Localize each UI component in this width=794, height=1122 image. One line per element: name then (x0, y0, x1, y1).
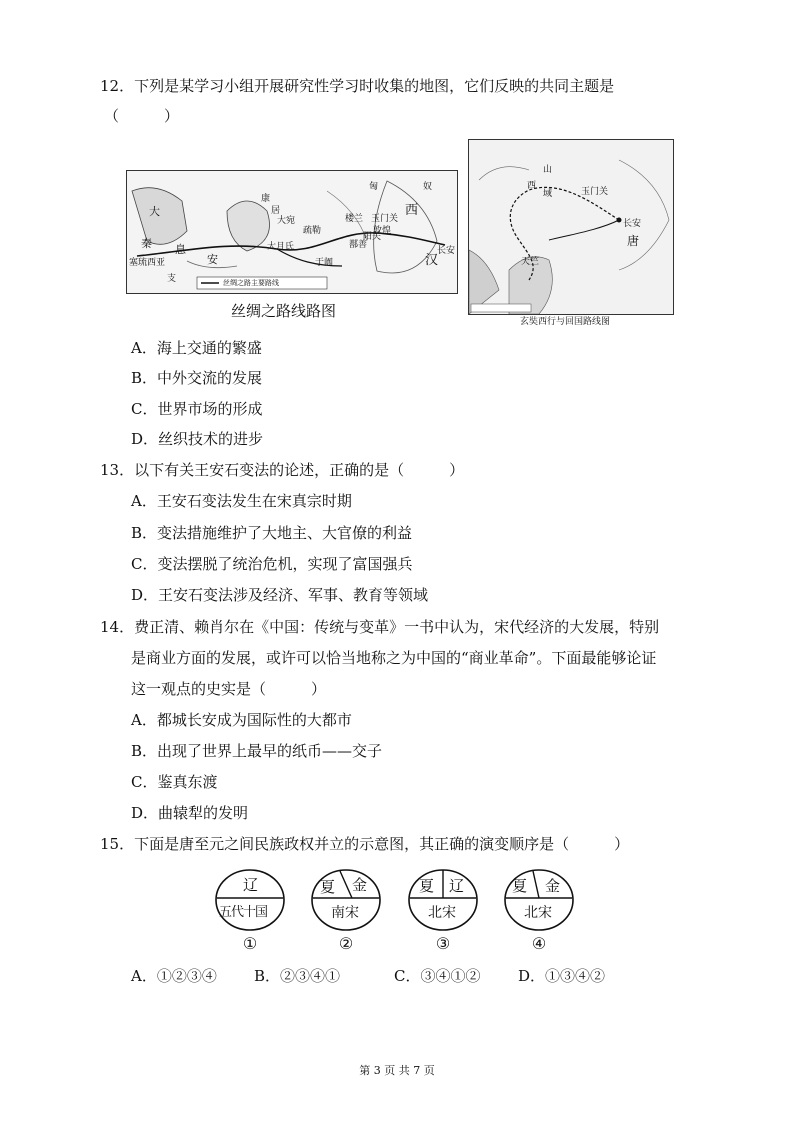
q15-option-c[interactable]: C．③④①② (394, 967, 481, 985)
map1-label-xi2: 息 (175, 243, 186, 256)
map2-label-tang: 唐 (627, 234, 640, 248)
map1-label-yangguan: 阳关 (363, 232, 382, 242)
q13-stem: 13．以下有关王安石变法的论述，正确的是（ ） (100, 461, 465, 479)
map2-label-shan: 山 (543, 165, 553, 175)
map2-label-xi: 西 (527, 181, 537, 191)
circle-3-bottom: 北宋 (428, 905, 456, 921)
regime-circle-1 (214, 868, 286, 956)
xuanzang-map-caption: 玄奘西行与回国路线图 (520, 317, 611, 327)
circle-3-shape (407, 868, 479, 932)
xuanzang-route-map (468, 139, 674, 315)
map1-label-yumenguan: 玉门关 (371, 214, 399, 224)
map2-label-yumenguan: 玉门关 (581, 187, 609, 197)
q13-option-a[interactable]: A．王安石变法发生在宋真宗时期 (131, 492, 352, 510)
circle-1-number: ① (242, 934, 258, 953)
q14-option-d[interactable]: D．曲辕犁的发明 (131, 804, 249, 822)
map1-label-an: 安 (207, 253, 218, 266)
circle-4-bottom: 北宋 (524, 905, 552, 921)
q13-option-c[interactable]: C．变法摆脱了统治危机，实现了富国强兵 (131, 555, 413, 573)
circle-4-top-left: 夏 (512, 877, 528, 895)
q14-stem-line2: 是商业方面的发展，或许可以恰当地称之为中国的“商业革命”。下面最能够论证 (131, 649, 657, 667)
circle-4-number: ④ (531, 934, 547, 953)
map1-label-shanshan: 鄯善 (349, 240, 368, 250)
map1-label-nu: 奴 (423, 182, 433, 192)
circle-1-bottom: 五代十国 (219, 905, 268, 920)
map1-label-dayuan: 大宛 (277, 216, 296, 226)
map1-label-yutian: 于阗 (315, 258, 334, 268)
silk-road-map-drawing (127, 171, 457, 293)
circle-4-top-right: 金 (545, 877, 561, 895)
circle-3-top-right: 辽 (449, 877, 465, 895)
circle-2-top-left: 夏 (320, 878, 336, 896)
q15-option-d[interactable]: D．①③④② (518, 967, 606, 985)
map1-label-da: 大 (149, 205, 160, 218)
regime-circle-3 (407, 868, 479, 956)
map1-label-xi: 西 (405, 203, 419, 218)
q14-option-a[interactable]: A．都城长安成为国际性的大都市 (131, 711, 352, 729)
circle-2-number: ② (338, 934, 354, 953)
circle-2-bottom: 南宋 (331, 905, 359, 921)
circle-1-top: 辽 (243, 876, 259, 894)
map1-label-ju: 居 (271, 206, 281, 216)
map1-label-loulan: 楼兰 (345, 214, 364, 224)
map1-label-dunhuang: 敦煌 (373, 226, 392, 236)
map1-legend: 丝绸之路主要路线 (223, 279, 279, 287)
map2-label-tianzhu: 天竺 (521, 257, 540, 267)
q12-stem-line1: 12．下列是某学习小组开展研究性学习时收集的地图，它们反映的共同主题是 (100, 77, 615, 95)
circle-2-top-right: 金 (352, 876, 368, 894)
map1-label-qin: 秦 (141, 237, 152, 250)
map1-label-xiong: 匈 (369, 182, 379, 192)
q15-option-a[interactable]: A．①②③④ (131, 967, 217, 985)
q14-stem-line3: 这一观点的史实是（ ） (131, 680, 327, 698)
q12-answer-blank: （ ） (104, 107, 180, 125)
map1-label-han: 汉 (425, 253, 439, 268)
q12-option-a[interactable]: A．海上交通的繁盛 (131, 339, 262, 357)
map1-label-dayuezhi: 大月氏 (267, 242, 295, 252)
map1-label-selucia: 塞琉西亚 (129, 258, 166, 268)
circle-3-number: ③ (435, 934, 451, 953)
map2-label-yu: 域 (543, 189, 553, 199)
q13-option-d[interactable]: D．王安石变法涉及经济、军事、教育等领域 (131, 586, 429, 604)
map1-label-zhi: 支 (167, 274, 177, 284)
map1-label-shule: 疏勒 (303, 226, 322, 236)
q14-option-b[interactable]: B．出现了世界上最早的纸币——交子 (131, 742, 383, 760)
q12-option-d[interactable]: D．丝织技术的进步 (131, 430, 264, 448)
q15-stem: 15．下面是唐至元之间民族政权并立的示意图，其正确的演变顺序是（ ） (100, 835, 630, 853)
q14-option-c[interactable]: C．鉴真东渡 (131, 773, 218, 791)
q15-option-b[interactable]: B．②③④① (254, 967, 341, 985)
xuanzang-route-map-drawing (469, 140, 673, 314)
q12-option-b[interactable]: B．中外交流的发展 (131, 369, 263, 387)
map2-label-changan: 长安 (623, 219, 642, 229)
q14-stem-line1: 14．费正清、赖肖尔在《中国：传统与变革》一书中认为，宋代经济的大发展，特别 (100, 618, 660, 636)
silk-road-map-caption: 丝绸之路线路图 (231, 302, 337, 320)
q12-option-c[interactable]: C．世界市场的形成 (131, 400, 263, 418)
q13-option-b[interactable]: B．变法措施维护了大地主、大官僚的利益 (131, 524, 413, 542)
map1-label-kang: 康 (261, 194, 271, 204)
regime-circle-4 (503, 868, 575, 956)
circle-3-top-left: 夏 (419, 877, 435, 895)
regime-circle-2 (310, 868, 382, 956)
page-footer: 第 3 页 共 7 页 (359, 1064, 435, 1077)
silk-road-map (126, 170, 458, 294)
map1-label-changan: 长安 (437, 246, 456, 256)
